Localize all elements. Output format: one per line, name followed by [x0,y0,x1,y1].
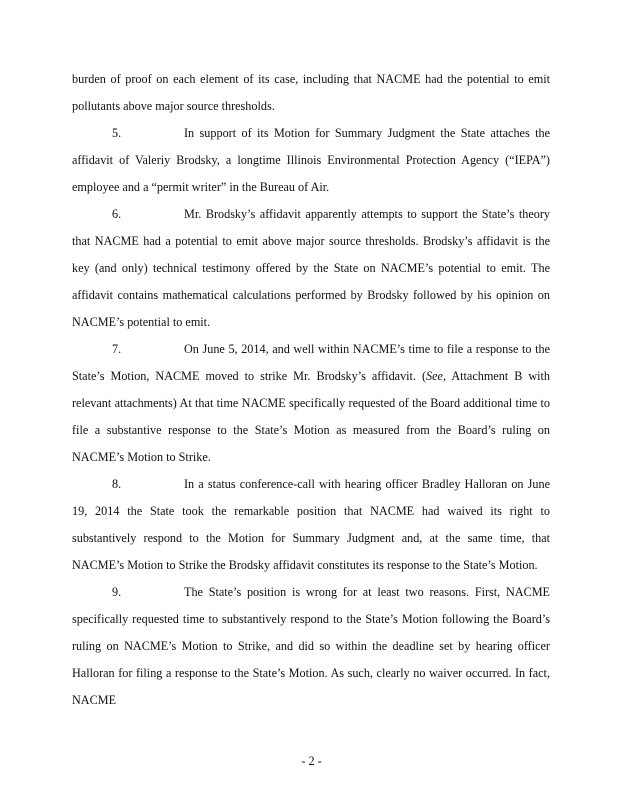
paragraph-number: 5. [112,126,122,140]
paragraph-7 [72,336,550,471]
page-number: - 2 - [301,754,322,768]
paragraph-number: 8. [112,477,122,491]
paragraph-5 [72,120,550,201]
paragraph-number: 6. [112,207,122,221]
continuation-paragraph: burden of proof on each element of its case, including that NACME had the potential to emit pollutants above major source thresholds. [72,72,550,113]
document-body [72,66,550,714]
paragraph-number: 7. [112,342,122,356]
paragraph-text: The State’s position is wrong for at least two reasons. First, NACME specifically requested time to substantively respond to the State’s Motion following the Board’s ruling on NACME’s Motion to Strike, and did so within the deadline set by hearing officer Halloran for filing a response to the State’s Motion. As such, clearly no waiver occurred. In fact, NACME [72,585,550,707]
paragraph-9 [72,579,550,714]
paragraph-number: 9. [112,585,122,599]
paragraph-text: In support of its Motion for Summary Judgment the State attaches the affidavit of Valeriy Brodsky, a longtime Illinois Environmental Protection Agency (“IEPA”) employee and a “permit writer” in the Bureau of Air. [72,126,550,194]
paragraph-text: On June 5, 2014, and well within NACME’s time to file a response to the State’s Motion, NACME moved to strike Mr. Brodsky’s affidavit. ( [72,342,550,383]
paragraph-text: In a status conference-call with hearing officer Bradley Halloran on June 19, 2014 the State took the remarkable position that NACME had waived its right to substantively respond to the Motion for Summary Judgment and, at the same time, that NACME’s Motion to Strike the Brodsky affidavit constitutes its response to the State’s Motion. [72,477,550,572]
paragraph-text: Mr. Brodsky’s affidavit apparently attempts to support the State’s theory that NACME had a potential to emit above major source thresholds. Brodsky’s affidavit is the key (and only) technical testimony offered by the State on NACME’s potential to emit. The affidavit contains mathematical calculations performed by Brodsky followed by his opinion on NACME’s potential to emit. [72,207,550,329]
paragraph-6 [72,201,550,336]
citation-signal: See, [426,369,447,383]
paragraph-8 [72,471,550,579]
paragraph-text-continued: Attachment B with relevant attachments) At that time NACME specifically requested of the Board additional time to file a substantive response to the State’s Motion as measured from the Board’s ruling on NACME’s Motion to Strike. [72,369,550,464]
